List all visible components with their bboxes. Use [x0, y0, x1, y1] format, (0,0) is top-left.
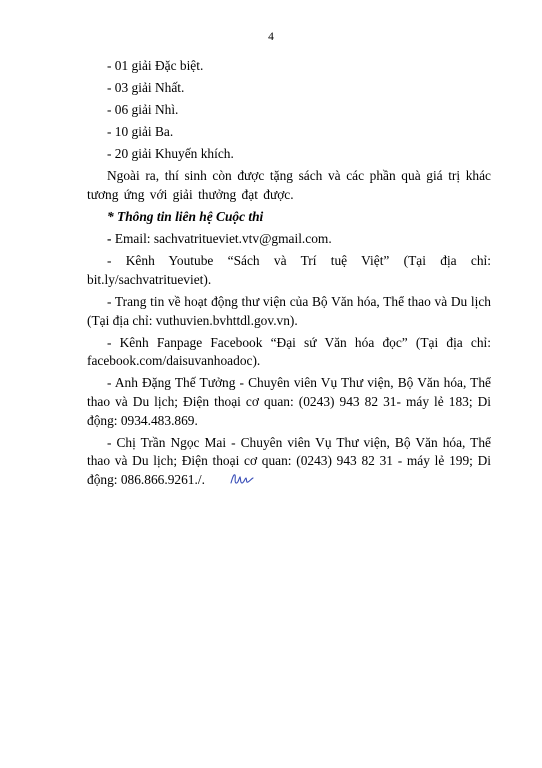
- initial-signature-icon: [209, 472, 255, 492]
- email-dash: -: [107, 231, 112, 247]
- contact-person-2-text: - Chị Trần Ngọc Mai - Chuyên viên Vụ Thư viện, Bộ Văn hóa, Thể thao và Du lịch; Điện thoại cơ quan: (0243) 943 82 31 - máy lẻ 199; Di động: 086.866.9261./.: [87, 434, 491, 487]
- extra-gifts-paragraph: Ngoài ra, thí sinh còn được tặng sách và các phần quà giá trị khác tương ứng với giải thưởng đạt được.: [87, 168, 491, 203]
- document-body: [87, 57, 491, 495]
- prize-item-first: - 03 giải Nhất.: [107, 80, 185, 96]
- youtube-line: - Kênh Youtube “Sách và Trí tuệ Việt” (Tại địa chỉ: bit.ly/sachvatritueviet).: [87, 253, 491, 287]
- prize-item-second: - 06 giải Nhì.: [107, 102, 179, 118]
- contact-person-1: - Anh Đặng Thế Tưởng - Chuyên viên Vụ Thư viện, Bộ Văn hóa, Thể thao và Du lịch; Điện thoại cơ quan: (0243) 943 82 31- máy lẻ 183; Di động: 0934.483.869.: [87, 375, 491, 428]
- prize-item-third: - 10 giải Ba.: [107, 124, 174, 140]
- page-number: 4: [268, 31, 274, 43]
- website-line: - Trang tin về hoạt động thư viện của Bộ Văn hóa, Thể thao và Du lịch (Tại địa chỉ: vuthuvien.bvhttdl.gov.vn).: [87, 294, 491, 328]
- email-text: Email: sachvatritueviet.vtv@gmail.com.: [111, 231, 332, 247]
- prize-item-consolation: - 20 giải Khuyến khích.: [107, 146, 234, 162]
- contact-heading: * Thông tin liên hệ Cuộc thi: [107, 209, 264, 225]
- contact-person-2: [87, 434, 491, 492]
- fanpage-line: - Kênh Fanpage Facebook “Đại sứ Văn hóa đọc” (Tại địa chỉ: facebook.com/daisuvanhoadoc).: [87, 334, 491, 369]
- prize-item-special: - 01 giải Đặc biệt.: [107, 58, 204, 73]
- email-line: [87, 230, 491, 249]
